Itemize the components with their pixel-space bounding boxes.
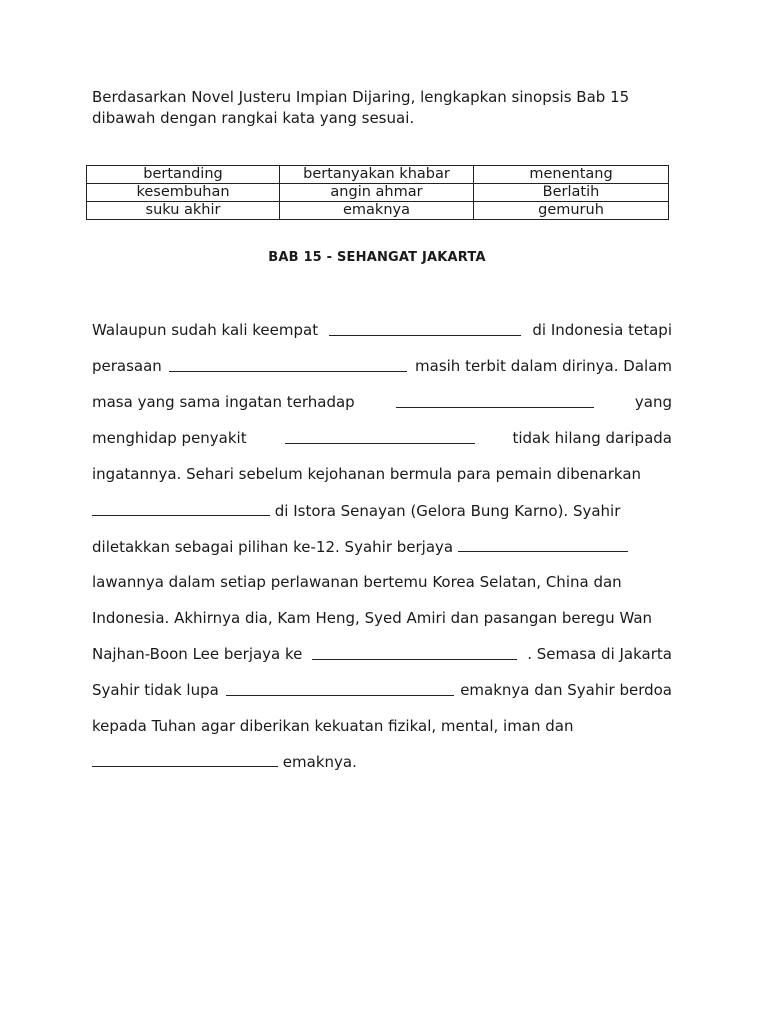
passage-text: perasaan xyxy=(92,357,162,375)
passage-text: masa yang sama ingatan terhadap xyxy=(92,393,355,411)
word-bank-cell: menentang xyxy=(474,166,669,184)
word-bank-cell: gemuruh xyxy=(474,202,669,220)
word-bank-row xyxy=(87,202,669,220)
passage-line xyxy=(92,462,672,486)
passage-line xyxy=(92,390,672,414)
passage-line xyxy=(92,714,672,738)
passage-line xyxy=(92,498,672,522)
answer-blank[interactable] xyxy=(458,534,628,552)
passage-text: lawannya dalam setiap perlawanan bertemu Korea Selatan, China dan xyxy=(92,573,622,591)
word-bank-table xyxy=(86,165,669,220)
answer-blank[interactable] xyxy=(226,678,454,696)
passage-line xyxy=(92,318,672,342)
chapter-title: BAB 15 - SEHANGAT JAKARTA xyxy=(268,250,486,265)
answer-blank[interactable] xyxy=(92,749,278,767)
passage-line xyxy=(92,642,672,666)
passage-text: Najhan-Boon Lee berjaya ke xyxy=(92,645,303,663)
passage-text: emaknya dan Syahir berdoa xyxy=(460,681,672,699)
passage-line xyxy=(92,534,672,558)
passage-text: tidak hilang daripada xyxy=(512,429,672,447)
passage-text: masih terbit dalam dirinya. Dalam xyxy=(415,357,672,375)
word-bank-row xyxy=(87,166,669,184)
instruction-line-2: dibawah dengan rangkai kata yang sesuai. xyxy=(92,109,415,127)
instruction-line-1: Berdasarkan Novel Justeru Impian Dijaring, lengkapkan sinopsis Bab 15 xyxy=(92,88,630,106)
passage-text: ingatannya. Sehari sebelum kejohanan bermula para pemain dibenarkan xyxy=(92,465,642,483)
word-bank-row xyxy=(87,184,669,202)
passage-text: Syahir tidak lupa xyxy=(92,681,219,699)
passage-line xyxy=(92,354,672,378)
instruction-text xyxy=(92,87,692,129)
word-bank-cell: emaknya xyxy=(280,202,474,220)
passage-line xyxy=(92,749,672,773)
passage-line xyxy=(92,570,672,594)
answer-blank[interactable] xyxy=(169,354,407,372)
passage-text: Walaupun sudah kali keempat xyxy=(92,321,319,339)
passage-text: menghidap penyakit xyxy=(92,429,247,447)
passage-text: yang xyxy=(634,393,672,411)
word-bank-cell: bertanyakan khabar xyxy=(280,166,474,184)
answer-blank[interactable] xyxy=(312,642,517,660)
word-bank-cell: suku akhir xyxy=(87,202,280,220)
passage-line xyxy=(92,426,672,450)
passage-text: di Indonesia tetapi xyxy=(532,321,672,339)
answer-blank[interactable] xyxy=(396,390,594,408)
word-bank-cell: bertanding xyxy=(87,166,280,184)
answer-blank[interactable] xyxy=(92,498,270,516)
word-bank-cell: kesembuhan xyxy=(87,184,280,202)
passage-text: kepada Tuhan agar diberikan kekuatan fizikal, mental, iman dan xyxy=(92,717,574,735)
passage-text: diletakkan sebagai pilihan ke-12. Syahir berjaya xyxy=(92,538,454,556)
passage-line xyxy=(92,678,672,702)
word-bank-cell: Berlatih xyxy=(474,184,669,202)
passage-text: emaknya. xyxy=(282,753,357,771)
answer-blank[interactable] xyxy=(285,426,475,444)
passage-text: di Istora Senayan (Gelora Bung Karno). Syahir xyxy=(274,502,621,520)
passage-text: Indonesia. Akhirnya dia, Kam Heng, Syed Amiri dan pasangan beregu Wan xyxy=(92,609,653,627)
answer-blank[interactable] xyxy=(329,318,521,336)
word-bank-cell: angin ahmar xyxy=(280,184,474,202)
passage-text: . Semasa di Jakarta xyxy=(527,645,672,663)
passage-line xyxy=(92,606,672,630)
